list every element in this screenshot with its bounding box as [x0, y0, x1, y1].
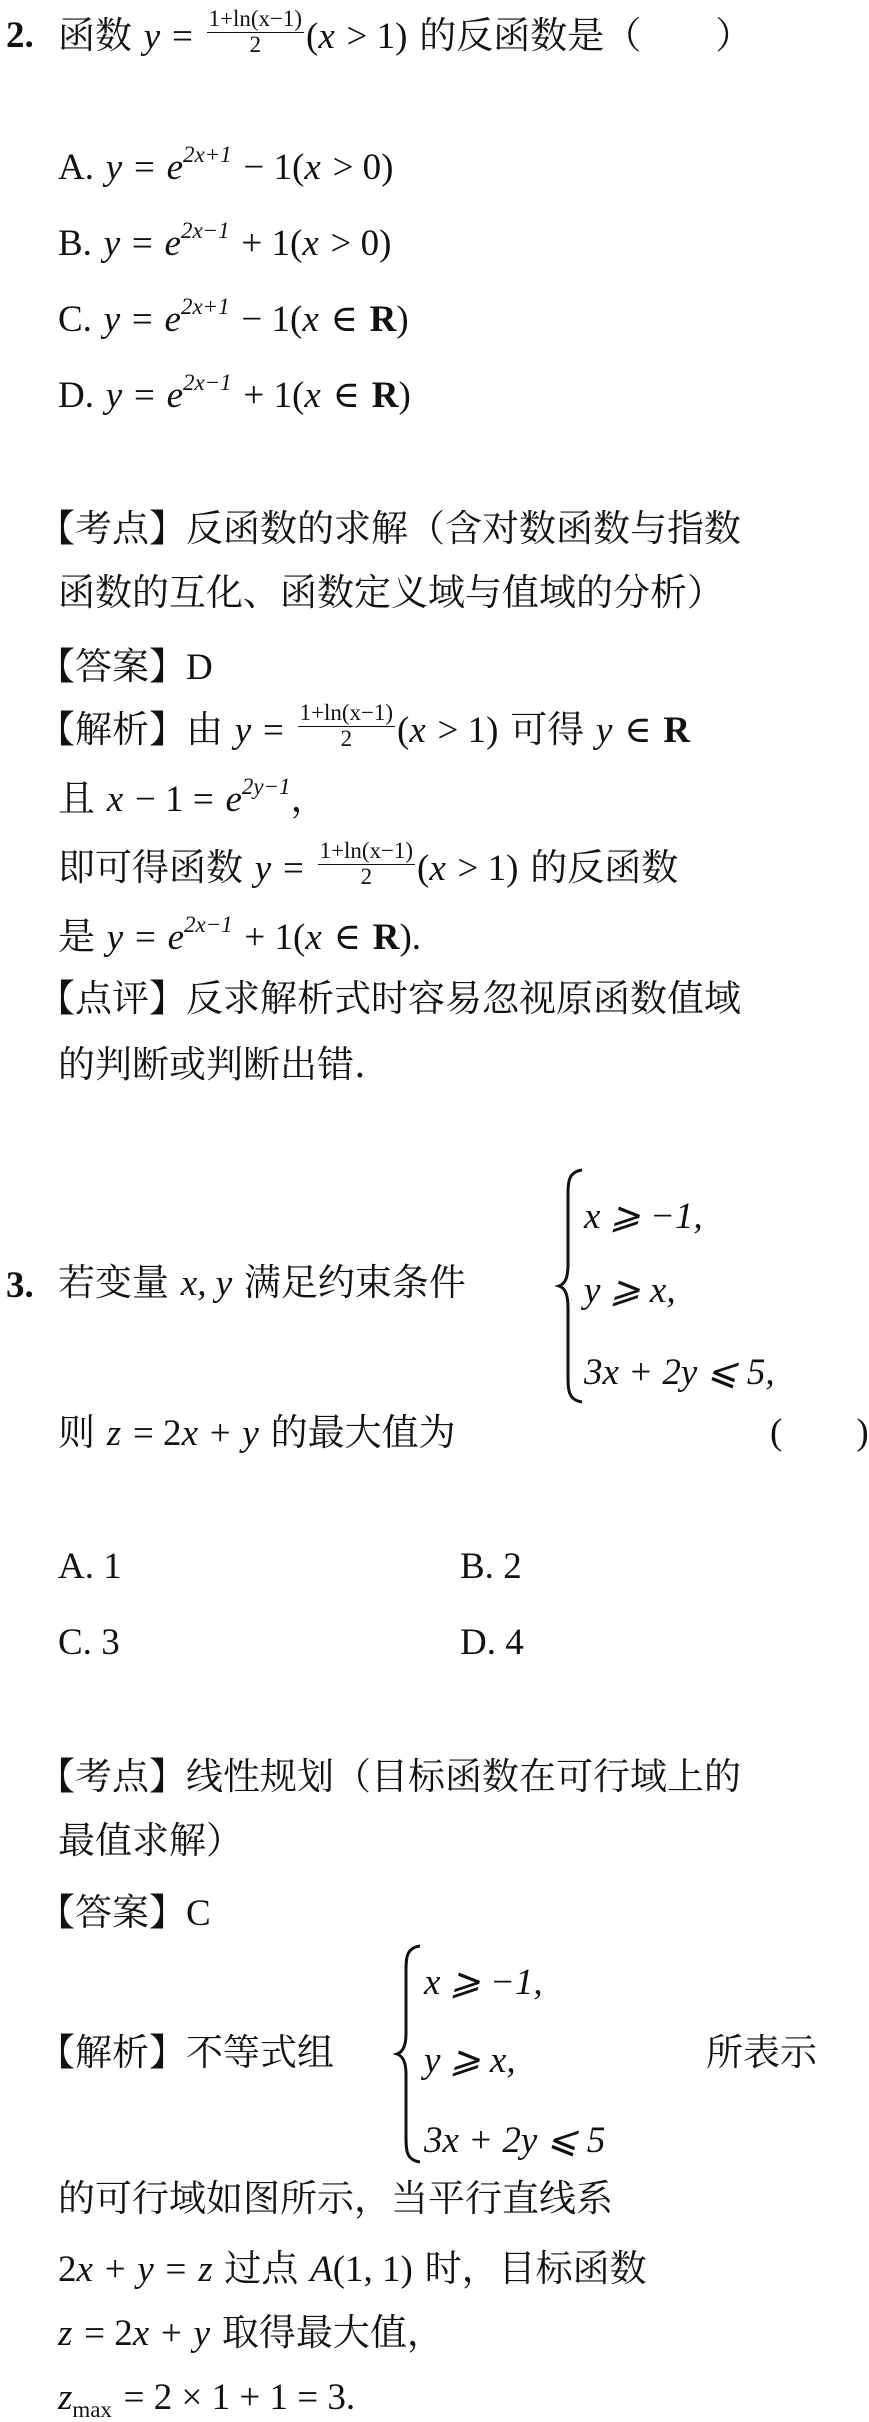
constraint-2: y ⩾ x, — [424, 2040, 516, 2081]
constraint-2: y ⩾ x, — [584, 1270, 676, 1311]
analysis-line-4: 是 $y = e^{2x-1} + 1(x$ ∈ R). — [58, 911, 422, 958]
comment: 【点评】反求解析式时容易忽视原函数值域 — [38, 977, 741, 1020]
option-c: C. $y = e^{2x+1} - 1(x$ ∈ R) — [58, 293, 409, 340]
comment-cont: 的判断或判断出错. — [58, 1043, 366, 1086]
answer: 【答案】C — [38, 1891, 211, 1934]
left-brace-icon — [556, 1168, 586, 1404]
analysis-line-1-end: 所表示 — [706, 2031, 817, 2074]
kaodian: 【考点】反函数的求解（含对数函数与指数 — [38, 507, 741, 550]
question-stem-cont: 则 z = 2x + y 的最大值为 — [58, 1411, 456, 1454]
analysis-line-2: 且 $x - 1 = e^{2y-1}$， — [58, 773, 328, 820]
option-b: B. 2 — [460, 1546, 522, 1587]
analysis-line-4: z = 2x + y 取得最大值， — [58, 2311, 444, 2354]
question-stem: 若变量 x, y 满足约束条件 — [58, 1261, 466, 1304]
constraint-1: x ⩾ −1, — [584, 1196, 703, 1237]
kaodian: 【考点】线性规划（目标函数在可行域上的 — [38, 1755, 741, 1798]
option-d: D. $y = e^{2x-1} + 1(x$ ∈ R) — [58, 369, 411, 416]
answer-paren: ( ) — [770, 1412, 869, 1453]
left-brace-icon — [394, 1944, 424, 2164]
question-number: 3. — [6, 1265, 34, 1306]
constraint-3: 3x + 2y ⩽ 5, — [584, 1352, 775, 1393]
option-a: A. $y = e^{2x+1} - 1(x > 0)$ — [58, 141, 394, 188]
answer: 【答案】D — [38, 645, 213, 688]
option-a: A. 1 — [58, 1546, 122, 1587]
zmax-result: $z_{max} = 2 \times 1 + 1 = 3$. — [58, 2377, 356, 2422]
analysis-line-1: 【解析】不等式组 — [38, 2031, 334, 2074]
kaodian-cont: 最值求解） — [58, 1819, 243, 1862]
analysis-line-3: 2x + y = z 过点 A(1, 1) 时，目标函数 — [58, 2247, 647, 2290]
option-d: D. 4 — [460, 1622, 524, 1663]
analysis-line-3: 即可得函数 y = $\frac{1+\ln(x-1)}{2}$ (x > 1) 的反函数 — [58, 838, 679, 889]
option-c: C. 3 — [58, 1622, 120, 1663]
constraint-3: 3x + 2y ⩽ 5 — [424, 2120, 606, 2161]
question-number: 2. — [6, 15, 34, 56]
option-b: B. $y = e^{2x-1} + 1(x > 0)$ — [58, 217, 392, 264]
question-stem: 函数 y = $\frac{1+\ln(x-1)}{2}$ (x > 1) 的反函数是（ ） — [58, 6, 753, 57]
analysis-line-2: 的可行域如图所示，当平行直线系 — [58, 2177, 613, 2220]
kaodian-cont: 函数的互化、函数定义域与值域的分析） — [58, 571, 724, 614]
analysis-line-1: 【解析】由 y = $\frac{1+\ln(x-1)}{2}$ (x > 1) 可得 y ∈ R — [38, 700, 691, 751]
constraint-1: x ⩾ −1, — [424, 1962, 543, 2003]
fraction: $\frac{1+\ln(x-1)}{2}$ — [208, 6, 303, 57]
